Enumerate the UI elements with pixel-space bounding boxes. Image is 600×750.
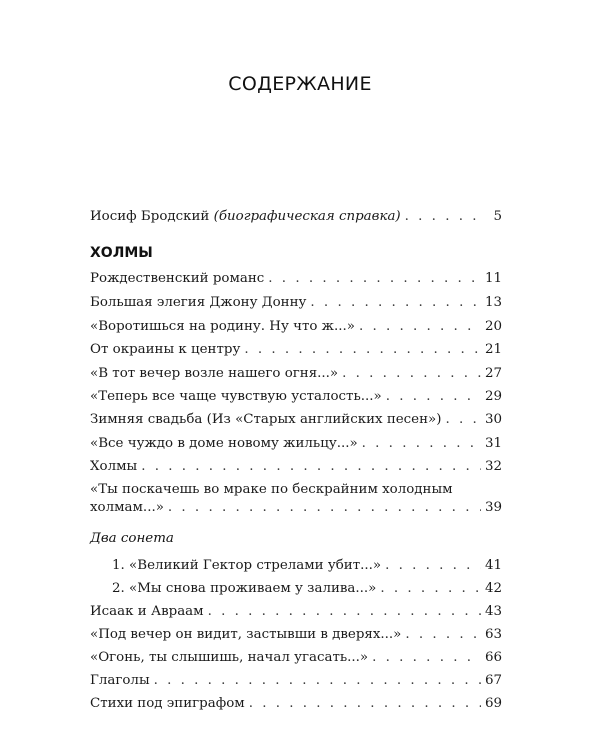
dot-leader bbox=[445, 411, 481, 429]
dot-leader bbox=[386, 388, 481, 406]
toc-entry bbox=[112, 580, 502, 598]
entry-title: 2. «Мы снова проживаем у залива...» bbox=[112, 581, 377, 596]
entry-page: 21 bbox=[484, 342, 502, 357]
entry-page: 30 bbox=[484, 412, 502, 427]
toc-entry bbox=[90, 626, 502, 644]
dot-leader bbox=[385, 557, 481, 575]
toc-entry bbox=[90, 499, 502, 517]
entry-page: 67 bbox=[484, 673, 502, 688]
entry-title: Глаголы bbox=[90, 673, 150, 688]
entry-title: «Под вечер он видит, застывши в дверях...» bbox=[90, 627, 402, 642]
entry-title: Исаак и Авраам bbox=[90, 604, 204, 619]
entry-title: «Все чуждо в доме новому жильцу...» bbox=[90, 436, 358, 451]
entry-page: 39 bbox=[484, 500, 502, 515]
toc-entry bbox=[90, 270, 502, 288]
entry-page: 42 bbox=[484, 581, 502, 596]
toc-entry-line1: «Ты поскачешь во мраке по бескрайним холодным bbox=[90, 482, 453, 497]
entry-page: 27 bbox=[484, 366, 502, 381]
dot-leader bbox=[208, 603, 481, 621]
entry-title: 1. «Великий Гектор стрелами убит...» bbox=[112, 558, 382, 573]
entry-title: «Огонь, ты слышишь, начал угасать...» bbox=[90, 650, 369, 665]
toc-entry bbox=[90, 294, 502, 312]
entry-page: 31 bbox=[484, 436, 502, 451]
bio-author: Иосиф Бродский bbox=[90, 209, 214, 224]
entry-title: Стихи под эпиграфом bbox=[90, 696, 245, 711]
dot-leader bbox=[359, 318, 481, 336]
toc-entry bbox=[90, 318, 502, 336]
entry-page: 63 bbox=[484, 627, 502, 642]
dot-leader bbox=[141, 458, 481, 476]
toc-entry bbox=[90, 365, 502, 383]
entry-page: 43 bbox=[484, 604, 502, 619]
dot-leader bbox=[310, 294, 481, 312]
entry-page: 20 bbox=[484, 319, 502, 334]
page-heading: СОДЕРЖАНИЕ bbox=[228, 73, 372, 95]
dot-leader bbox=[405, 626, 481, 644]
entry-title: «Воротишься на родину. Ну что ж...» bbox=[90, 319, 355, 334]
toc-entry bbox=[90, 649, 502, 667]
entry-title: Зимняя свадьба (Из «Старых английских песен») bbox=[90, 412, 442, 427]
entry-page: 11 bbox=[484, 271, 502, 286]
toc-entry bbox=[90, 695, 502, 713]
toc-entry bbox=[90, 672, 502, 690]
dot-leader bbox=[362, 435, 481, 453]
entry-page: 69 bbox=[484, 696, 502, 711]
toc-entry bbox=[90, 435, 502, 453]
entry-title: Большая элегия Джону Донну bbox=[90, 295, 307, 310]
entry-title: холмам...» bbox=[90, 500, 164, 515]
section-title: ХОЛМЫ bbox=[90, 245, 153, 261]
entry-title: Холмы bbox=[90, 459, 138, 474]
dot-leader bbox=[244, 341, 481, 359]
dot-leader bbox=[380, 580, 481, 598]
toc-entry bbox=[90, 341, 502, 359]
entry-title: От окраины к центру bbox=[90, 342, 241, 357]
dot-leader bbox=[405, 208, 482, 226]
dot-leader bbox=[249, 695, 481, 713]
entry-page: 13 bbox=[484, 295, 502, 310]
entry-page: 32 bbox=[484, 459, 502, 474]
entry-title: «Теперь все чаще чувствую усталость...» bbox=[90, 389, 382, 404]
toc-entry bbox=[90, 458, 502, 476]
dot-leader bbox=[268, 270, 481, 288]
entry-page: 29 bbox=[484, 389, 502, 404]
dot-leader bbox=[168, 499, 481, 517]
entry-page: 66 bbox=[484, 650, 502, 665]
entry-page: 5 bbox=[493, 209, 502, 224]
toc-entry bbox=[112, 557, 502, 575]
toc-entry bbox=[90, 603, 502, 621]
entry-title bbox=[90, 208, 401, 226]
dot-leader bbox=[372, 649, 481, 667]
dot-leader bbox=[342, 365, 481, 383]
dot-leader bbox=[154, 672, 481, 690]
bio-note: (биографическая справка) bbox=[213, 209, 401, 224]
entry-title: «В тот вечер возле нашего огня...» bbox=[90, 366, 339, 381]
subsection-title: Два сонета bbox=[90, 531, 174, 546]
entry-page: 41 bbox=[484, 558, 502, 573]
toc-entry bbox=[90, 411, 502, 429]
entry-title: Рождественский романс bbox=[90, 271, 265, 286]
toc-entry bbox=[90, 388, 502, 406]
toc-entry-bio bbox=[90, 208, 502, 226]
